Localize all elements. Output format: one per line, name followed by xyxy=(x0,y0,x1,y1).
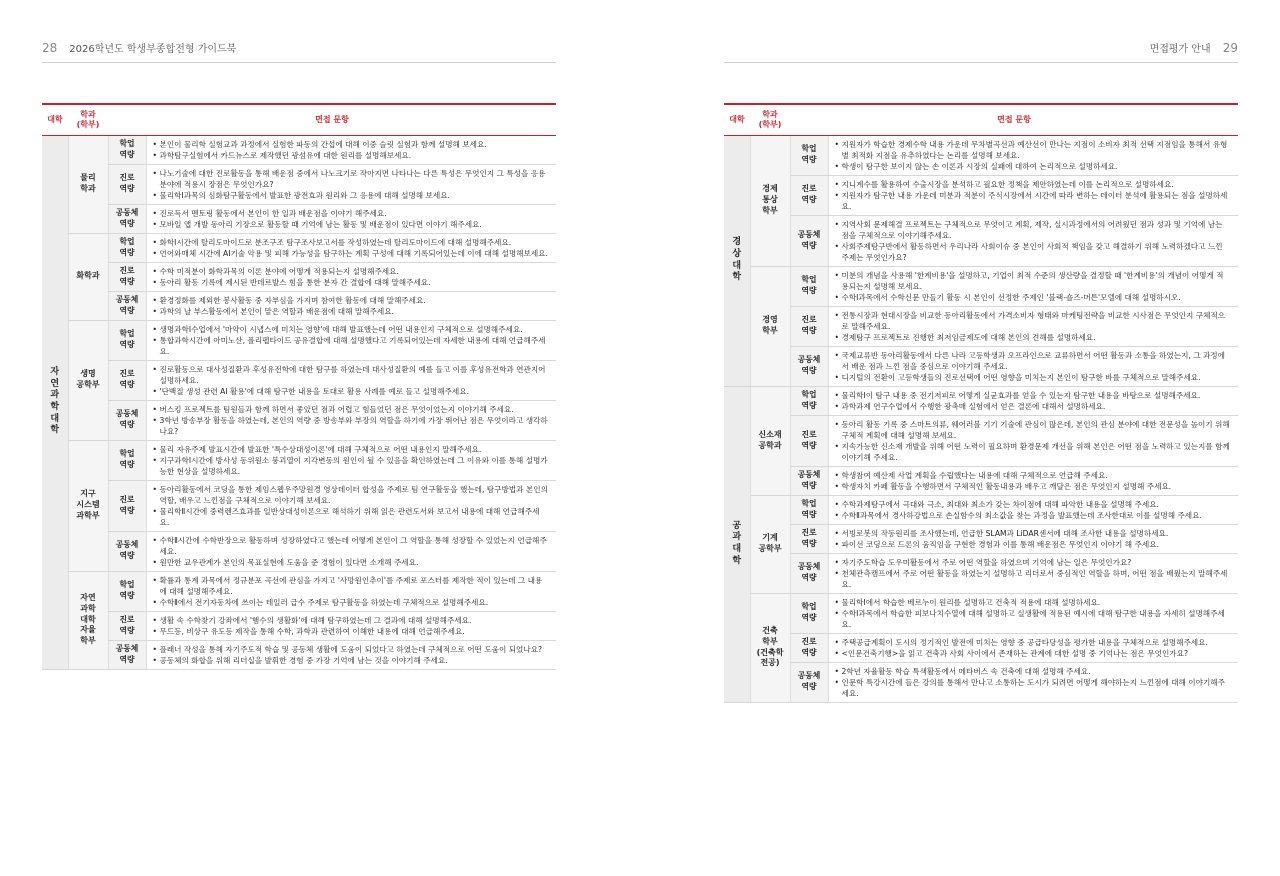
department-cell: 지구 시스템 과학부 xyxy=(68,440,108,571)
header-questions: 면접 문항 xyxy=(790,104,1238,135)
competency-cell: 학업 역량 xyxy=(790,266,828,306)
question-item: • 환경정화를 제외한 봉사활동 중 자부심을 가지며 참여한 활동에 대해 말해주세요. xyxy=(153,295,549,306)
department-cell: 경제 통상 학부 xyxy=(750,135,790,266)
table-row xyxy=(42,531,556,571)
question-list xyxy=(835,270,1231,303)
questions-cell xyxy=(828,175,1238,215)
department-cell: 기계 공학부 xyxy=(750,495,790,593)
competency-cell: 공동체 역량 xyxy=(108,400,146,440)
questions-cell xyxy=(828,215,1238,266)
college-label-char: 학 xyxy=(50,425,60,436)
left-interview-table xyxy=(42,103,556,670)
questions-cell xyxy=(146,480,556,531)
right-page-header xyxy=(1150,40,1238,55)
table-row xyxy=(724,466,1238,495)
table-row xyxy=(724,346,1238,386)
questions-cell xyxy=(828,524,1238,553)
questions-cell xyxy=(146,571,556,611)
department-cell: 생명 공학부 xyxy=(68,320,108,440)
table-row xyxy=(724,415,1238,466)
college-label-char: 과 xyxy=(732,532,742,543)
question-list xyxy=(153,139,549,161)
question-item: • 수학Ⅱ시간에 수학반장으로 활동하며 성장하였다고 했는데 어떻게 본인이 그 역할을 통해 성장할 수 있었는지 언급해주세요. xyxy=(153,535,549,557)
college-cell xyxy=(42,135,68,669)
left-header-divider xyxy=(42,62,556,63)
question-item: • 2학년 자율활동 학습 특색활동에서 메타버스 속 건축에 대해 설명해 주세요. xyxy=(835,666,1231,677)
table-row xyxy=(42,320,556,360)
questions-cell xyxy=(146,135,556,164)
question-list xyxy=(153,208,549,230)
competency-cell: 학업 역량 xyxy=(108,135,146,164)
question-list xyxy=(835,666,1231,699)
competency-cell: 진로 역량 xyxy=(790,415,828,466)
questions-cell xyxy=(146,233,556,262)
competency-cell: 학업 역량 xyxy=(790,386,828,415)
question-list xyxy=(153,364,549,397)
questions-cell xyxy=(146,262,556,291)
questions-cell xyxy=(146,164,556,204)
department-cell: 자연 과학 대학 자율 학부 xyxy=(68,571,108,669)
questions-cell xyxy=(828,386,1238,415)
competency-cell: 공동체 역량 xyxy=(790,215,828,266)
question-item: • 과학탐구실험에서 카드뉴스로 제작했던 광섬유에 대한 원리를 설명해보세요. xyxy=(153,150,549,161)
question-item: • 무드등, 비상구 유도등 제작을 통해 수학, 과학과 관련하여 이해한 내용에 대해 언급해주세요. xyxy=(153,626,549,637)
question-item: • 수학Ⅱ에서 전기자동차에 쓰이는 테일러 급수 주제로 탐구활동을 하였는데 구체적으로 설명해주세요. xyxy=(153,597,549,608)
table-row xyxy=(42,440,556,480)
questions-cell xyxy=(828,306,1238,346)
competency-cell: 진로 역량 xyxy=(108,360,146,400)
questions-cell xyxy=(146,640,556,669)
competency-cell: 공동체 역량 xyxy=(790,553,828,593)
table-row xyxy=(724,215,1238,266)
college-label-char: 과 xyxy=(50,390,60,401)
question-item: • <인문건축기행>을 읽고 건축과 사회 사이에서 존재하는 관계에 대한 설명 중 기억나는 점은 무엇인가요? xyxy=(835,648,1231,659)
department-cell: 화학과 xyxy=(68,233,108,320)
question-item: • 경제탐구 프로젝트로 진행한 최저임금제도에 대해 본인의 견해를 설명하세요. xyxy=(835,332,1231,343)
college-label-char: 자 xyxy=(50,366,60,377)
competency-cell: 진로 역량 xyxy=(790,306,828,346)
question-item: • 물리학Ⅰ에서 학습한 베르누이 원리를 설명하고 건축적 적용에 대해 설명하세요. xyxy=(835,597,1231,608)
header-dept: 학과 (학부) xyxy=(750,104,790,135)
table-row xyxy=(724,662,1238,702)
left-table-header xyxy=(42,104,556,135)
competency-cell: 학업 역량 xyxy=(108,440,146,480)
competency-cell: 공동체 역량 xyxy=(108,531,146,571)
questions-cell xyxy=(828,346,1238,386)
header-dept: 학과 (학부) xyxy=(68,104,108,135)
question-list xyxy=(153,535,549,568)
table-row xyxy=(42,480,556,531)
question-item: • 확률과 통계 과목에서 정규분포 곡선에 관심을 가지고 '사망원인추이'를 주제로 포스터를 제작한 적이 있는데 그 내용에 대해 설명해주세요. xyxy=(153,575,549,597)
right-table-header xyxy=(724,104,1238,135)
question-item: • 전통시장과 현대시장을 비교한 동아리활동에서 가격소비자 형태와 마케팅전략을 비교한 시사점은 무엇인지 구체적으로 말해주세요. xyxy=(835,310,1231,332)
questions-cell xyxy=(828,415,1238,466)
header-college: 대학 xyxy=(42,104,68,135)
question-item: • 물리학Ⅰ과목의 심화탐구활동에서 발표한 광전효과 원리와 그 응용에 대해 설명해 보세요. xyxy=(153,190,549,201)
questions-cell xyxy=(828,553,1238,593)
question-item: • 인문학 특강시간에 들은 강의를 통해서 만나고 소통하는 도시가 되려면 어떻게 해야하는지 느낀점에 대해 이야기해주세요. xyxy=(835,677,1231,699)
question-item: • 미분의 개념을 사용해 '한계비용'을 설명하고, 기업이 최적 수준의 생산량을 결정할 때 '한계비용'의 개념이 어떻게 적용되는지 설명해 보세요. xyxy=(835,270,1231,292)
question-list xyxy=(835,419,1231,463)
question-item: • 지역사회 문제해결 프로젝트는 구체적으로 무엇이고 계획, 제작, 실시과정에서의 어려웠던 점과 성과 및 기억에 남는 점을 구체적으로 이야기해주세요. xyxy=(835,219,1231,241)
question-item: • 지니계수를 활용하여 수출시장을 분석하고 필요한 정책을 제안하였는데 이를 논리적으로 설명하세요. xyxy=(835,179,1231,190)
header-college: 대학 xyxy=(724,104,750,135)
table-row xyxy=(724,633,1238,662)
question-list xyxy=(153,237,549,259)
question-item: • 동아리활동에서 코딩을 통한 제임스웹우주망원경 영상데이터 합성을 주제로 팀 연구활동을 했는데, 탐구방법과 본인의 역할, 배우고 느낀점을 구체적으로 이야기해 보세요. xyxy=(153,484,549,506)
question-item: • 지원자가 탐구한 내용 가운데 미분과 적분이 주식시장에서 시간에 따라 변하는 데이터 분석에 활용되는 점을 설명하세요. xyxy=(835,190,1231,212)
college-label-char: 연 xyxy=(50,378,60,389)
question-item: • 수학Ⅱ과목에서 경사하강법으로 손실함수의 최소값을 찾는 과정을 발표했는데 조사한대로 이를 설명해 주세요. xyxy=(835,510,1231,521)
question-item: • 물리학Ⅱ시간에 중력렌즈효과를 일반상대성이론으로 해석하기 위해 읽은 관련도서와 보고서 내용에 대해 언급해주세요. xyxy=(153,506,549,528)
question-item: • 지속가능한 신소재 개발을 위해 어떤 노력이 필요하며 환경문제 개선을 위해 본인은 어떤 점을 노력하고 있는지를 함께 이야기해 주세요. xyxy=(835,441,1231,463)
question-list xyxy=(153,575,549,608)
question-item: • 동아리 활동 기록에 제시된 반데르발스 힘을 통한 분자 간 결합에 대해 말해주세요. xyxy=(153,277,549,288)
question-item: • '단백질 생성 관련 AI 활용'에 대해 탐구한 내용을 토대로 활용 사례를 예로 들고 설명해주세요. xyxy=(153,386,549,397)
competency-cell: 진로 역량 xyxy=(108,164,146,204)
table-row xyxy=(42,164,556,204)
question-list xyxy=(835,499,1231,521)
question-item: • 공동체의 화합을 위해 리더십을 발휘한 경험 중 가장 기억에 남는 것을 이야기해 주세요. xyxy=(153,655,549,666)
left-page-number: 28 xyxy=(42,40,58,55)
questions-cell xyxy=(146,291,556,320)
question-list xyxy=(153,644,549,666)
competency-cell: 진로 역량 xyxy=(108,611,146,640)
competency-cell: 공동체 역량 xyxy=(108,204,146,233)
table-row xyxy=(724,495,1238,524)
table-row xyxy=(724,386,1238,415)
question-item: • 서빙로봇의 작동원리를 조사했는데, 언급한 SLAM과 LiDAR센서에 대해 조사한 내용을 설명하세요. xyxy=(835,528,1231,539)
header-questions: 면접 문항 xyxy=(108,104,556,135)
competency-cell: 공동체 역량 xyxy=(108,291,146,320)
competency-cell: 학업 역량 xyxy=(108,320,146,360)
questions-cell xyxy=(828,662,1238,702)
question-list xyxy=(835,637,1231,659)
table-row xyxy=(724,175,1238,215)
questions-cell xyxy=(828,593,1238,633)
question-item: • 동아리 활동 기록 중 스마트의류, 웨어러블 기기 기술에 관심이 많은데, 본인의 관심 분야에 대한 전문성을 높이기 위해 구체적 계획에 대해 설명해 보세요. xyxy=(835,419,1231,441)
right-page-number: 29 xyxy=(1222,40,1238,55)
question-item: • 생명과학Ⅰ수업에서 '마약이 시냅스에 미치는 영향'에 대해 발표했는데 어떤 내용인지 구체적으로 설명해주세요. xyxy=(153,324,549,335)
competency-cell: 진로 역량 xyxy=(790,524,828,553)
competency-cell: 학업 역량 xyxy=(790,135,828,175)
question-item: • 원만한 교우관계가 본인의 목표실현에 도움을 준 경험이 있다면 소개해 주세요. xyxy=(153,557,549,568)
question-item: • 물리 자유주제 발표시간에 발표한 '특수상대성이론'에 대해 구체적으로 어떤 내용인지 말해주세요. xyxy=(153,444,549,455)
competency-cell: 공동체 역량 xyxy=(108,640,146,669)
question-item: • 학생참여 예산제 사업 계획을 수립했다는 내용에 대해 구체적으로 언급해 주세요. xyxy=(835,470,1231,481)
questions-cell xyxy=(146,440,556,480)
questions-cell xyxy=(146,320,556,360)
question-item: • 천체관측캠프에서 주로 어떤 활동을 하였는지 설명하고 리더로서 중심적인 역할을 하며, 어떤 점을 배웠는지 말해주세요. xyxy=(835,568,1231,590)
competency-cell: 공동체 역량 xyxy=(790,346,828,386)
question-item: • 생활 속 수학찾기 강좌에서 '햄수의 생활화'에 대해 탐구하였는데 그 결과에 대해 설명해주세요. xyxy=(153,615,549,626)
question-item: • 지구과학Ⅰ시간에 방사성 동위원소 붕괴열이 지각변동의 원인이 될 수 있음을 확인하였는데 그 이유와 이를 통해 설명가능한 현상을 설명하세요. xyxy=(153,455,549,477)
competency-cell: 학업 역량 xyxy=(108,571,146,611)
question-list xyxy=(835,179,1231,212)
question-list xyxy=(835,350,1231,383)
department-cell: 건축 학부 (건축학 전공) xyxy=(750,593,790,702)
questions-cell xyxy=(828,135,1238,175)
competency-cell: 학업 역량 xyxy=(108,233,146,262)
question-item: • 본인이 물리학 실험교과 과정에서 실험한 파동의 간섭에 대해 이중 슬릿 실험과 함께 설명해 보세요. xyxy=(153,139,549,150)
question-item: • 플래너 작성을 통해 자기주도적 학습 및 공동체 생활에 도움이 되었다고 하였는데 구체적으로 어떤 도움이 되었나요? xyxy=(153,644,549,655)
college-label-char: 학 xyxy=(732,555,742,566)
question-item: • 주택공급계획이 도시의 정기적인 발전에 미치는 영향 중 공급타당성을 평가한 내용을 구체적으로 설명해주세요. xyxy=(835,637,1231,648)
questions-cell xyxy=(146,204,556,233)
table-row xyxy=(724,553,1238,593)
question-item: • 진로활동으로 대사성질환과 후성유전학에 대한 탐구를 하였는데 대사성질환의 예를 들고 이를 후성유전학과 연관지어 설명하세요. xyxy=(153,364,549,386)
question-item: • 국제교류반 동아리활동에서 다른 나라 고등학생과 오프라인으로 교류하면서 어떤 활동과 소통을 하였는지, 그 과정에서 배운 점과 느낀 점을 중심으로 이야기해 주세요. xyxy=(835,350,1231,372)
table-row xyxy=(724,593,1238,633)
competency-cell: 학업 역량 xyxy=(790,495,828,524)
question-list xyxy=(153,266,549,288)
questions-cell xyxy=(828,633,1238,662)
question-item: • 3학년 방송부장 활동을 하였는데, 본인의 역량 중 방송부와 부장의 역할을 하기에 가장 뛰어난 점은 무엇이라고 생각하나요? xyxy=(153,415,549,437)
questions-cell xyxy=(146,531,556,571)
question-list xyxy=(153,404,549,437)
question-list xyxy=(153,295,549,317)
questions-cell xyxy=(828,495,1238,524)
right-header-divider xyxy=(724,62,1238,63)
table-row xyxy=(42,262,556,291)
left-page-header xyxy=(42,40,236,55)
questions-cell xyxy=(146,360,556,400)
table-row xyxy=(42,571,556,611)
questions-cell xyxy=(146,400,556,440)
questions-cell xyxy=(828,466,1238,495)
college-cell xyxy=(724,135,750,386)
table-row xyxy=(724,524,1238,553)
right-interview-table xyxy=(724,103,1238,703)
question-item: • 나노기술에 대한 진로활동을 통해 배운점 중에서 나노크기로 작아지면 나타나는 다른 특성은 무엇인지 그 특성을 응용분야에 적용시 장점은 무엇인가요? xyxy=(153,168,549,190)
question-item: • 사회주제탐구반에서 활동하면서 우리나라 사회이슈 중 본인이 사회적 책임을 갖고 해결하기 위해 노력하겠다고 느낀 주제는 무엇인가요? xyxy=(835,241,1231,263)
question-item: • 과학의 날 부스활동에서 본인이 맡은 역할과 배운점에 대해 말해주세요. xyxy=(153,306,549,317)
table-row xyxy=(42,291,556,320)
left-table-body xyxy=(42,135,556,669)
question-list xyxy=(153,615,549,637)
competency-cell: 진로 역량 xyxy=(790,175,828,215)
questions-cell xyxy=(828,266,1238,306)
question-list xyxy=(153,168,549,201)
right-table-body xyxy=(724,135,1238,702)
college-cell xyxy=(724,386,750,702)
competency-cell: 공동체 역량 xyxy=(790,466,828,495)
table-row xyxy=(42,360,556,400)
table-row xyxy=(42,611,556,640)
college-label-char: 대 xyxy=(732,260,742,271)
competency-cell: 진로 역량 xyxy=(108,480,146,531)
table-row xyxy=(724,135,1238,175)
question-list xyxy=(835,390,1231,412)
college-label-char: 학 xyxy=(732,272,742,283)
question-item: • 물리학Ⅰ이 탐구 내용 중 전기저피로 어떻게 실균효과를 얻을 수 있는지 탐구한 내용을 바탕으로 설명해주세요. xyxy=(835,390,1231,401)
question-list xyxy=(153,324,549,357)
question-item: • 수학과제탐구에서 극대와 극소, 최대와 최소가 갖는 차이점에 대해 파악한 내용을 설명해 주세요. xyxy=(835,499,1231,510)
right-page-title: 면접평가 안내 xyxy=(1149,44,1211,55)
department-cell: 물리 학과 xyxy=(68,135,108,233)
question-item: • 지원자가 학습한 경제수학 내용 가운데 무차별곡선과 예산선이 만나는 지점이 소비자 최적 선택 지점임을 통해서 유형별 최적화 지점을 유추하였다는 논리를 설명해 보세요. xyxy=(835,139,1231,161)
left-page-title: 2026학년도 학생부종합전형 가이드북 xyxy=(69,44,237,55)
table-row xyxy=(42,135,556,164)
table-row xyxy=(724,306,1238,346)
question-item: • 진로독서 멘토링 활동에서 본인이 한 일과 배운점을 이야기 해주세요. xyxy=(153,208,549,219)
college-label-char: 경 xyxy=(732,237,742,248)
question-item: • 수학 미적분이 화학과목의 이론 분야에 어떻게 적용되는지 설명해주세요. xyxy=(153,266,549,277)
question-item: • 언어와매체 시간에 AI기술 악용 및 피해 가능성을 탐구하는 계획 구성에 대해 기록되어있는데 이에 대해 설명해보세요. xyxy=(153,248,549,259)
question-list xyxy=(153,484,549,528)
department-cell: 경영 학부 xyxy=(750,266,790,386)
question-item: • 파이선 코딩으로 드론의 움직임을 구현한 경험과 이를 통해 배운점은 무엇인지 이야기 해 주세요. xyxy=(835,539,1231,550)
table-row xyxy=(724,266,1238,306)
table-row xyxy=(42,400,556,440)
competency-cell: 학업 역량 xyxy=(790,593,828,633)
college-label-char: 학 xyxy=(50,402,60,412)
question-list xyxy=(835,139,1231,172)
question-item: • 학생이 탐구한 보이지 않는 손 이론과 시장의 실패에 대하여 논리적으로 설명하세요. xyxy=(835,161,1231,172)
question-list xyxy=(835,528,1231,550)
question-list xyxy=(835,557,1231,590)
question-item: • 수학Ⅰ과목에서 수학신문 만들기 활동 시 본인이 선정한 주제인 '블랙-숄즈-머튼'모델에 대해 설명하시오. xyxy=(835,292,1231,303)
question-item: • 자기주도학습 도우미활동에서 주로 어떤 역할을 하였으며 기억에 남는 일은 무엇인가요? xyxy=(835,557,1231,568)
question-list xyxy=(835,219,1231,263)
competency-cell: 진로 역량 xyxy=(790,633,828,662)
question-item: • 모바일 앱 개발 동아리 기장으로 활동할 때 기억에 남는 활동 및 배운점이 있다면 이야기 해주세요. xyxy=(153,219,549,230)
question-item: • 통합과학시간에 아미노산, 폴리펩타이드 공유결합에 대해 설명했다고 기록되어있는데 자세한 내용에 대해 언급해주세요. xyxy=(153,335,549,357)
question-item: • 학생자치 카페 활동을 수행하면서 구체적인 활동내용과 배우고 깨달은 점은 무엇인지 설명해 주세요. xyxy=(835,481,1231,492)
question-item: • 디지털의 전환이 고등학생들의 진로선택에 어떤 영향을 미치는지 본인이 탐구한 바를 구체적으로 말해주세요. xyxy=(835,372,1231,383)
question-item: • 수학Ⅰ과목에서 학습한 피보나치수열에 대해 설명하고 실생활에 적용된 예시에 대해 탐구한 내용을 자세히 설명해주세요. xyxy=(835,608,1231,630)
questions-cell xyxy=(146,611,556,640)
college-label-char: 대 xyxy=(732,544,742,554)
question-list xyxy=(835,470,1231,492)
college-label-char: 상 xyxy=(732,248,742,259)
question-item: • 과학과제 연구수업에서 수행한 광촉매 실험에서 얻은 결론에 대해서 설명하세요. xyxy=(835,401,1231,412)
competency-cell: 진로 역량 xyxy=(108,262,146,291)
question-item: • 화학Ⅰ시간에 탈리도마이드로 분조구조 탐구조사보고서를 작성하였는데 탈리도마이드에 대해 설명해주세요. xyxy=(153,237,549,248)
college-label-char: 공 xyxy=(732,520,742,531)
question-list xyxy=(835,597,1231,630)
question-list xyxy=(835,310,1231,343)
table-row xyxy=(42,233,556,262)
college-label-char: 대 xyxy=(50,413,60,424)
department-cell: 신소재 공학과 xyxy=(750,386,790,495)
question-list xyxy=(153,444,549,477)
table-row xyxy=(42,640,556,669)
question-item: • 버스킹 프로젝트를 팀원들과 함께 하면서 좋았던 점과 어렵고 힘들었던 점은 무엇이었는지 이야기해 주세요. xyxy=(153,404,549,415)
table-row xyxy=(42,204,556,233)
competency-cell: 공동체 역량 xyxy=(790,662,828,702)
